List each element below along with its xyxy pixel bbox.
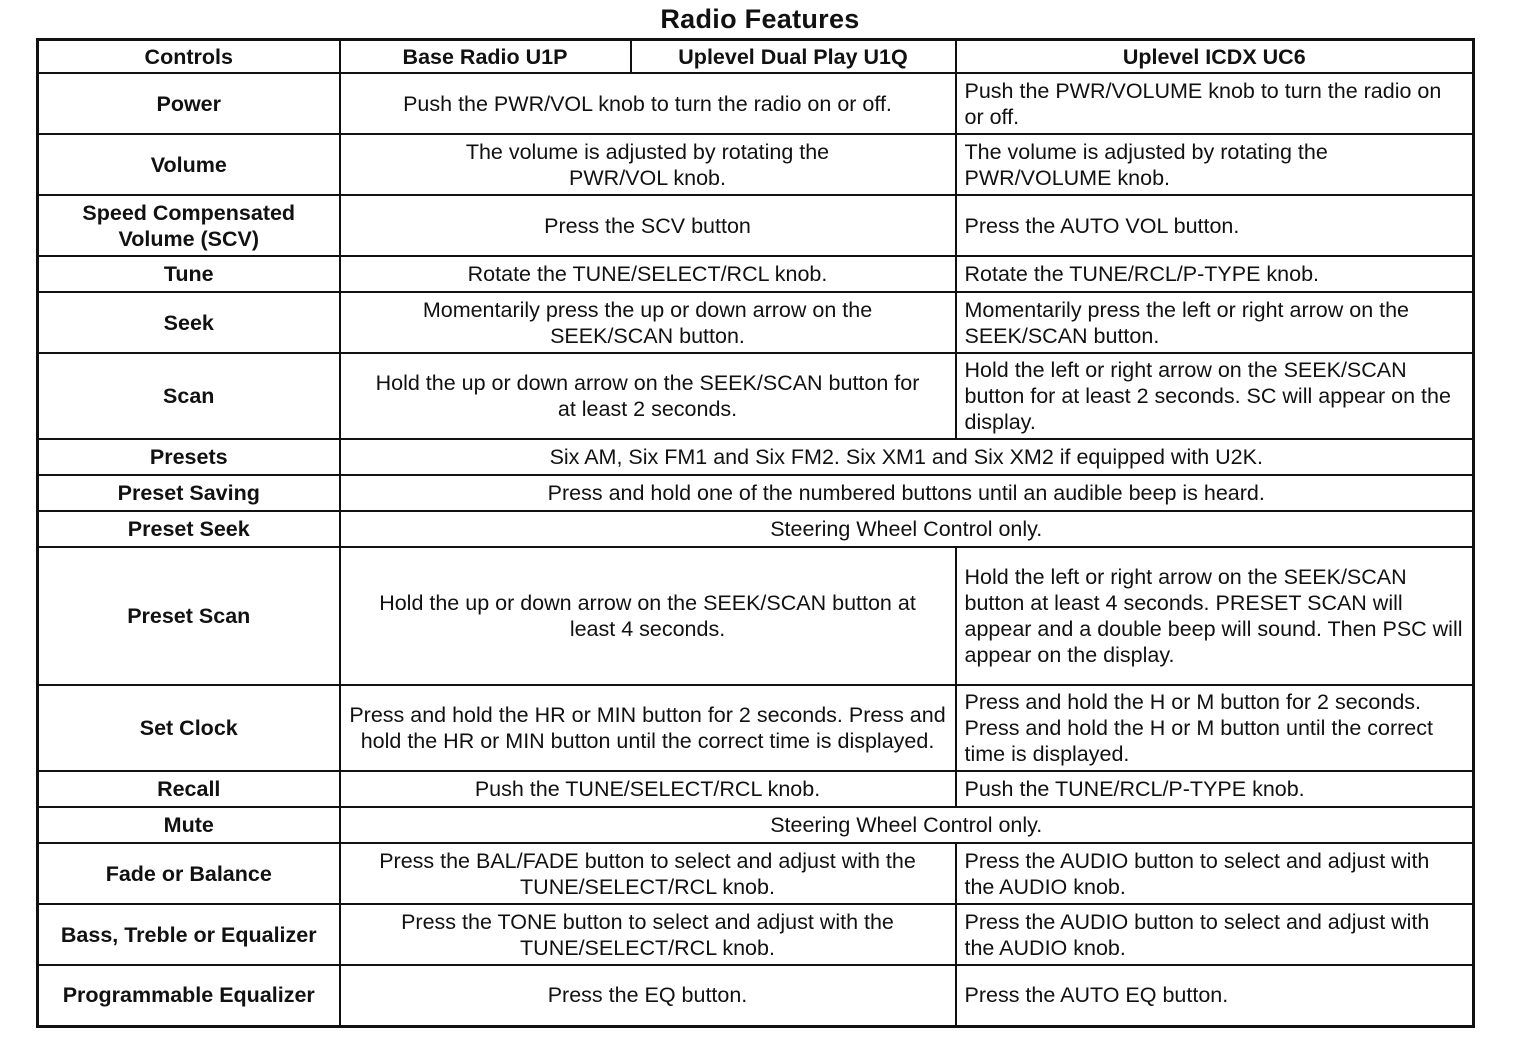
base-dual-cell: Hold the up or down arrow on the SEEK/SCAN button for at least 2 seconds.	[340, 353, 956, 439]
control-name: Fade or Balance	[38, 843, 340, 904]
control-name: Scan	[38, 353, 340, 439]
control-name: Mute	[38, 807, 340, 843]
control-name: Recall	[38, 771, 340, 807]
table-row	[38, 439, 1474, 475]
icdx-cell: Hold the left or right arrow on the SEEK/SCAN button for at least 2 seconds. SC will appear on the display.	[956, 353, 1474, 439]
header-controls: Controls	[38, 40, 340, 74]
control-name: Programmable Equalizer	[38, 965, 340, 1026]
base-dual-cell: Push the PWR/VOL knob to turn the radio on or off.	[340, 73, 956, 134]
icdx-cell: Press the AUTO EQ button.	[956, 965, 1474, 1026]
control-name: Preset Saving	[38, 475, 340, 511]
control-name: Tune	[38, 256, 340, 292]
radio-features-table	[36, 38, 1475, 1028]
control-name: Preset Seek	[38, 511, 340, 547]
base-dual-cell: Press the BAL/FADE button to select and adjust with the TUNE/SELECT/RCL knob.	[340, 843, 956, 904]
icdx-cell: Press the AUDIO button to select and adjust with the AUDIO knob.	[956, 843, 1474, 904]
icdx-cell: Push the TUNE/RCL/P-TYPE knob.	[956, 771, 1474, 807]
control-name: Power	[38, 73, 340, 134]
table-row	[38, 807, 1474, 843]
icdx-cell: Rotate the TUNE/RCL/P-TYPE knob.	[956, 256, 1474, 292]
icdx-cell: Press the AUTO VOL button.	[956, 195, 1474, 256]
header-icdx: Uplevel ICDX UC6	[956, 40, 1474, 74]
page-title: Radio Features	[660, 4, 860, 34]
icdx-cell: Hold the left or right arrow on the SEEK/SCAN button at least 4 seconds. PRESET SCAN will appear and a double beep will sound. Then PSC will appear on the display.	[956, 547, 1474, 685]
base-dual-cell: Momentarily press the up or down arrow on the SEEK/SCAN button.	[340, 292, 956, 353]
base-dual-cell: Press and hold the HR or MIN button for 2 seconds. Press and hold the HR or MIN button until the correct time is displayed.	[340, 685, 956, 771]
control-name: Speed Compensated Volume (SCV)	[38, 195, 340, 256]
base-dual-cell: The volume is adjusted by rotating the PWR/VOL knob.	[340, 134, 956, 195]
table-row	[38, 134, 1474, 195]
table-row	[38, 256, 1474, 292]
table-row	[38, 843, 1474, 904]
table-row	[38, 292, 1474, 353]
table-row	[38, 965, 1474, 1026]
table-row	[38, 353, 1474, 439]
base-dual-cell: Push the TUNE/SELECT/RCL knob.	[340, 771, 956, 807]
control-name: Volume	[38, 134, 340, 195]
base-dual-cell: Press the SCV button	[340, 195, 956, 256]
base-dual-cell: Press the EQ button.	[340, 965, 956, 1026]
header-base-radio: Base Radio U1P	[340, 40, 631, 74]
table-row	[38, 685, 1474, 771]
control-name: Seek	[38, 292, 340, 353]
icdx-cell: Press the AUDIO button to select and adjust with the AUDIO knob.	[956, 904, 1474, 965]
table-row	[38, 475, 1474, 511]
table-row	[38, 73, 1474, 134]
table-row	[38, 195, 1474, 256]
all-models-cell: Six AM, Six FM1 and Six FM2. Six XM1 and Six XM2 if equipped with U2K.	[340, 439, 1474, 475]
control-name: Bass, Treble or Equalizer	[38, 904, 340, 965]
icdx-cell: Push the PWR/VOLUME knob to turn the radio on or off.	[956, 73, 1474, 134]
icdx-cell: Press and hold the H or M button for 2 seconds. Press and hold the H or M button until the correct time is displayed.	[956, 685, 1474, 771]
control-name: Set Clock	[38, 685, 340, 771]
base-dual-cell: Rotate the TUNE/SELECT/RCL knob.	[340, 256, 956, 292]
header-row	[38, 40, 1474, 74]
table-row	[38, 511, 1474, 547]
control-name: Presets	[38, 439, 340, 475]
table-row	[38, 547, 1474, 685]
all-models-cell: Steering Wheel Control only.	[340, 807, 1474, 843]
table-row	[38, 904, 1474, 965]
base-dual-cell: Press the TONE button to select and adjust with the TUNE/SELECT/RCL knob.	[340, 904, 956, 965]
control-name: Preset Scan	[38, 547, 340, 685]
all-models-cell: Press and hold one of the numbered buttons until an audible beep is heard.	[340, 475, 1474, 511]
base-dual-cell: Hold the up or down arrow on the SEEK/SCAN button at least 4 seconds.	[340, 547, 956, 685]
header-dual-play: Uplevel Dual Play U1Q	[631, 40, 956, 74]
icdx-cell: The volume is adjusted by rotating the PWR/VOLUME knob.	[956, 134, 1474, 195]
table-row	[38, 771, 1474, 807]
icdx-cell: Momentarily press the left or right arrow on the SEEK/SCAN button.	[956, 292, 1474, 353]
all-models-cell: Steering Wheel Control only.	[340, 511, 1474, 547]
